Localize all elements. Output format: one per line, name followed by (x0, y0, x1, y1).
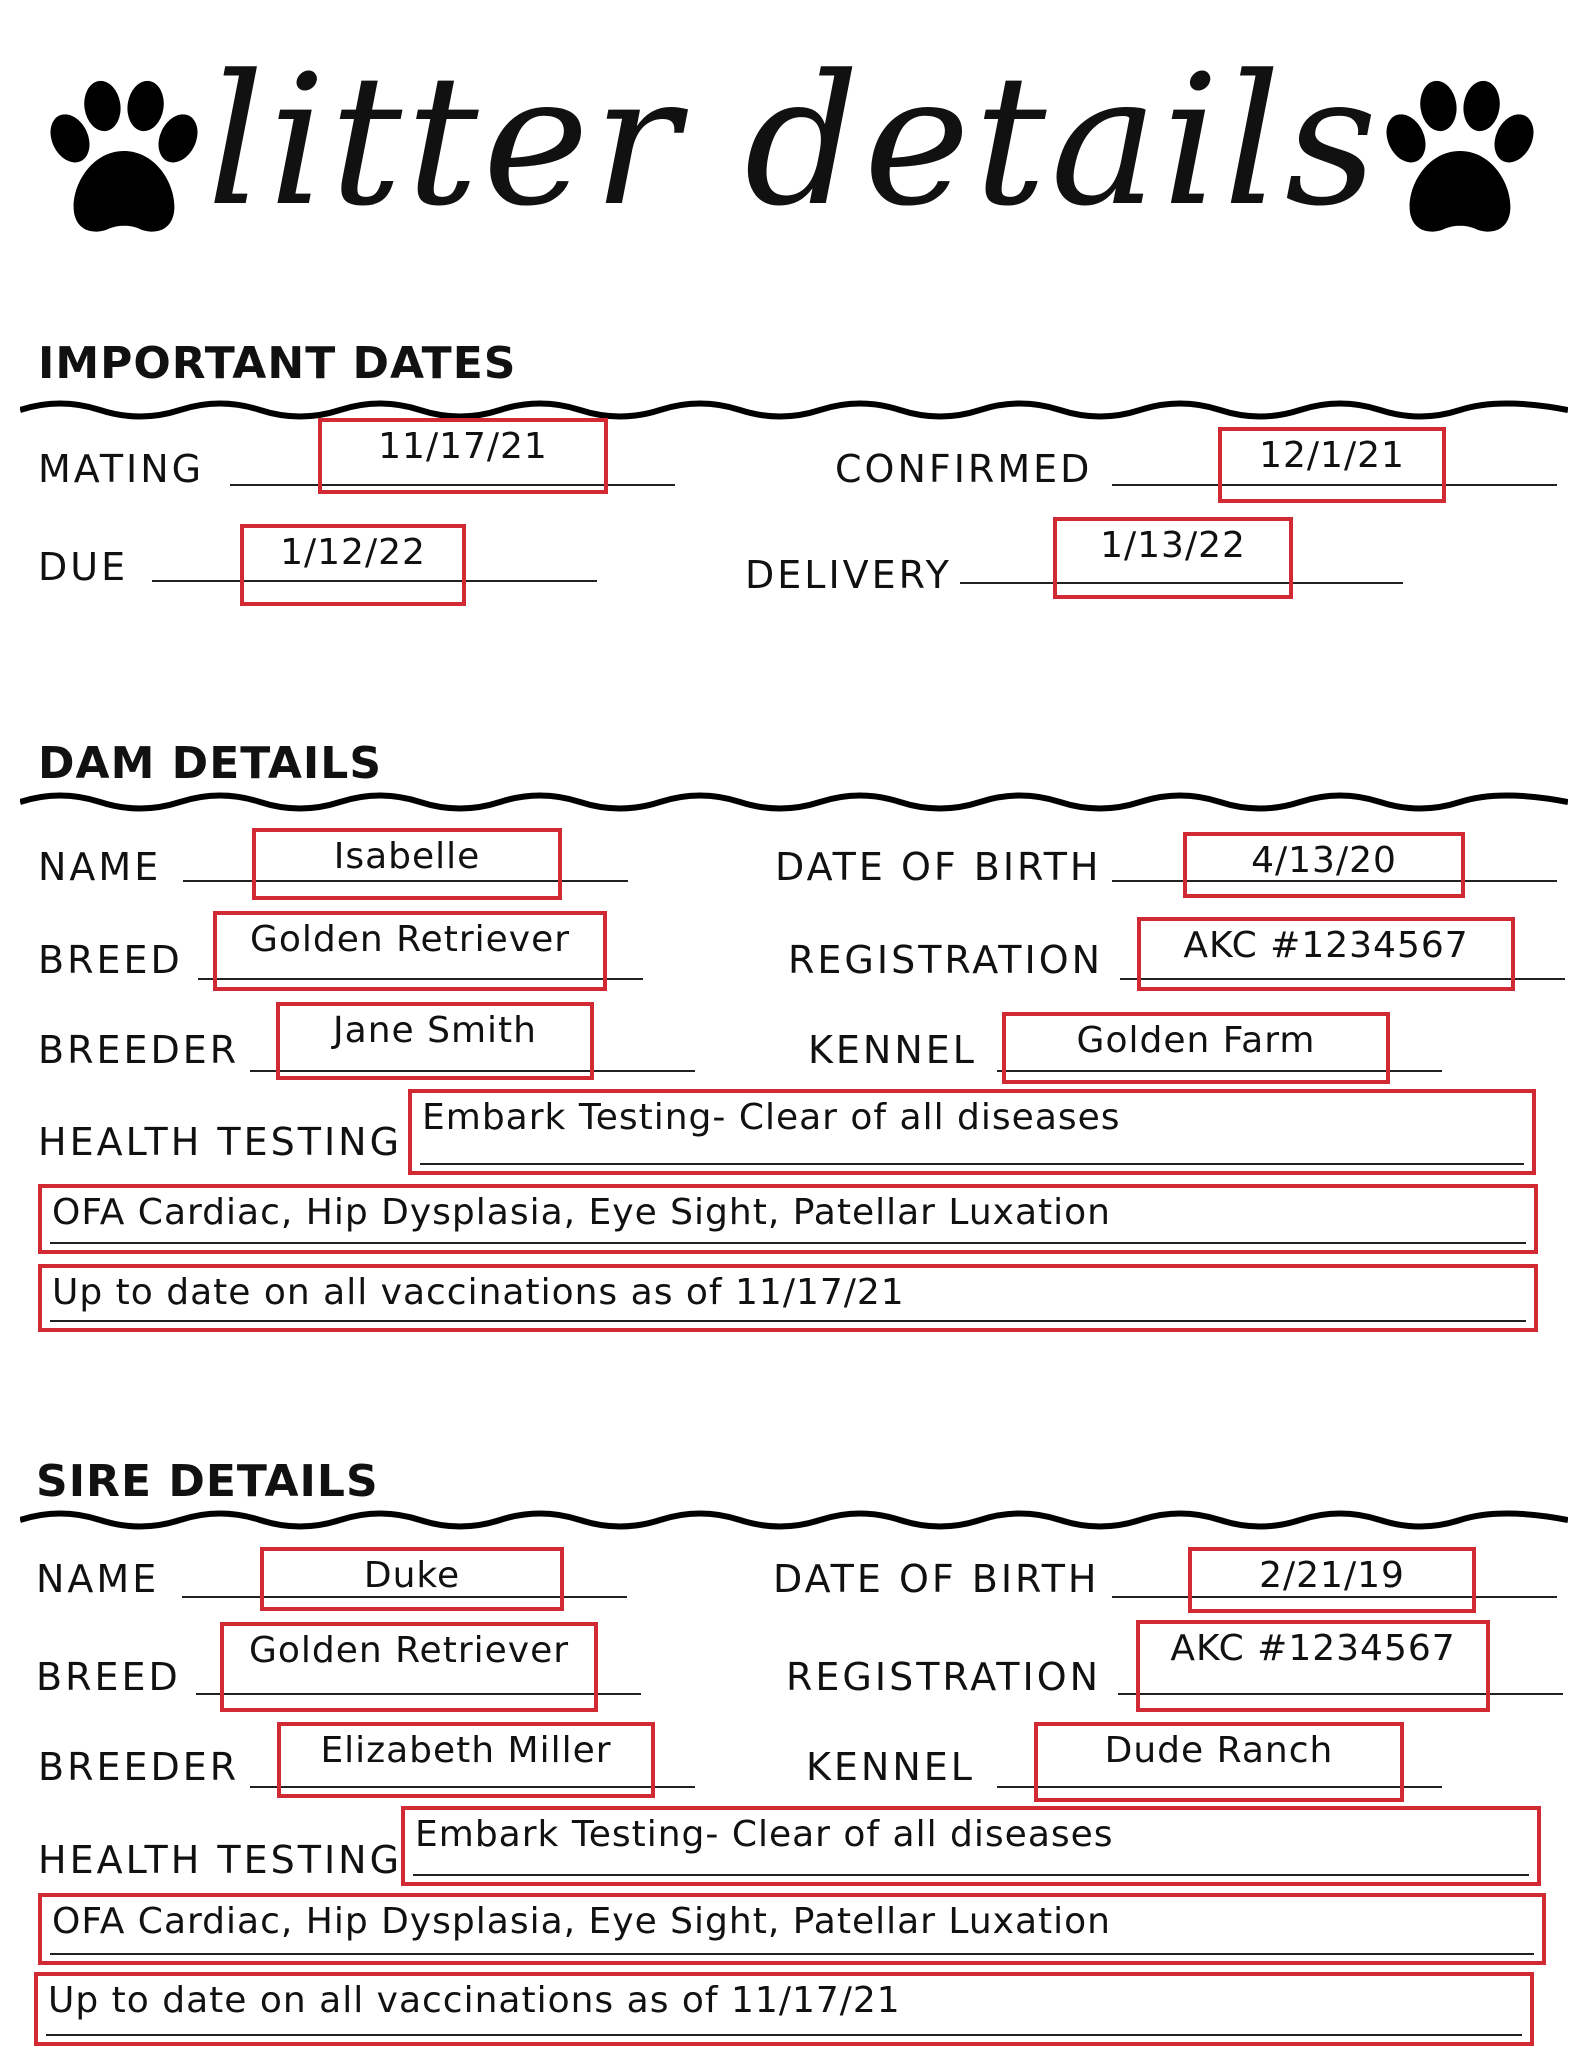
sire-health-testing-text-3: Up to date on all vaccinations as of 11/17/21 (48, 1980, 901, 2021)
sire-dob-label: DATE OF BIRTH (773, 1557, 1100, 1601)
sire-health-testing-text-2: OFA Cardiac, Hip Dysplasia, Eye Sight, Patellar Luxation (52, 1901, 1111, 1942)
paw-print-icon (1370, 70, 1550, 250)
confirmed-field[interactable]: 12/1/21 (1218, 427, 1446, 503)
sire-name-label: NAME (36, 1557, 160, 1601)
dam-registration-label: REGISTRATION (788, 938, 1104, 982)
sire-health-testing-field-1[interactable] (401, 1806, 1541, 1886)
sire-health-testing-field-2[interactable] (38, 1893, 1546, 1965)
sire-registration-field[interactable]: AKC #1234567 (1136, 1620, 1490, 1712)
wave-divider (20, 395, 1568, 425)
sire-health-testing-field-3[interactable] (34, 1972, 1534, 2046)
sire-name-field[interactable]: Duke (260, 1547, 564, 1611)
sire-breed-field[interactable]: Golden Retriever (220, 1622, 598, 1712)
due-field[interactable]: 1/12/22 (240, 524, 466, 606)
sire-registration-label: REGISTRATION (786, 1655, 1102, 1699)
page-title: litter details (206, 37, 1382, 246)
dam-health-line-3 (50, 1320, 1526, 1322)
dam-health-testing-label: HEALTH TESTING (38, 1120, 403, 1164)
dam-health-testing-text-2: OFA Cardiac, Hip Dysplasia, Eye Sight, Patellar Luxation (52, 1192, 1111, 1233)
dam-health-testing-text-1: Embark Testing- Clear of all diseases (422, 1097, 1121, 1138)
sire-kennel-label: KENNEL (806, 1745, 975, 1789)
dam-breed-field[interactable]: Golden Retriever (213, 911, 607, 991)
section-heading-dam-details: DAM DETAILS (38, 738, 383, 789)
sire-health-testing-label: HEALTH TESTING (38, 1838, 403, 1882)
sire-dob-field[interactable]: 2/21/19 (1188, 1547, 1476, 1613)
delivery-label: DELIVERY (745, 553, 952, 597)
mating-field[interactable]: 11/17/21 (318, 418, 608, 494)
sire-health-testing-text-1: Embark Testing- Clear of all diseases (415, 1814, 1114, 1855)
dam-health-line-2 (50, 1242, 1526, 1244)
dam-name-field[interactable]: Isabelle (252, 828, 562, 900)
sire-health-line-2 (50, 1953, 1534, 1955)
mating-label: MATING (38, 447, 205, 491)
sire-health-line-1 (413, 1874, 1529, 1876)
confirmed-label: CONFIRMED (835, 447, 1093, 491)
sire-breeder-label: BREEDER (38, 1745, 240, 1789)
dam-health-line-1 (420, 1163, 1524, 1165)
dam-registration-field[interactable]: AKC #1234567 (1137, 917, 1515, 991)
dam-kennel-label: KENNEL (808, 1028, 977, 1072)
dam-dob-field[interactable]: 4/13/20 (1183, 832, 1465, 898)
sire-kennel-field[interactable]: Dude Ranch (1034, 1722, 1404, 1802)
section-heading-important-dates: IMPORTANT DATES (38, 338, 517, 389)
dam-dob-label: DATE OF BIRTH (775, 845, 1102, 889)
sire-breeder-field[interactable]: Elizabeth Miller (277, 1722, 655, 1798)
dam-name-label: NAME (38, 845, 162, 889)
wave-divider (20, 787, 1568, 817)
wave-divider (20, 1505, 1568, 1535)
due-label: DUE (38, 545, 129, 589)
dam-health-testing-field-2[interactable] (38, 1184, 1538, 1254)
dam-health-testing-field-1[interactable] (408, 1089, 1536, 1175)
sire-breed-label: BREED (36, 1655, 181, 1699)
dam-kennel-field[interactable]: Golden Farm (1002, 1012, 1390, 1084)
dam-health-testing-text-3: Up to date on all vaccinations as of 11/17/21 (52, 1272, 905, 1313)
sire-health-line-3 (46, 2034, 1522, 2036)
dam-breed-label: BREED (38, 938, 183, 982)
dam-breeder-field[interactable]: Jane Smith (276, 1002, 594, 1080)
dam-health-testing-field-3[interactable] (38, 1264, 1538, 1332)
section-heading-sire-details: SIRE DETAILS (36, 1456, 379, 1507)
delivery-field[interactable]: 1/13/22 (1053, 517, 1293, 599)
dam-breeder-label: BREEDER (38, 1028, 240, 1072)
